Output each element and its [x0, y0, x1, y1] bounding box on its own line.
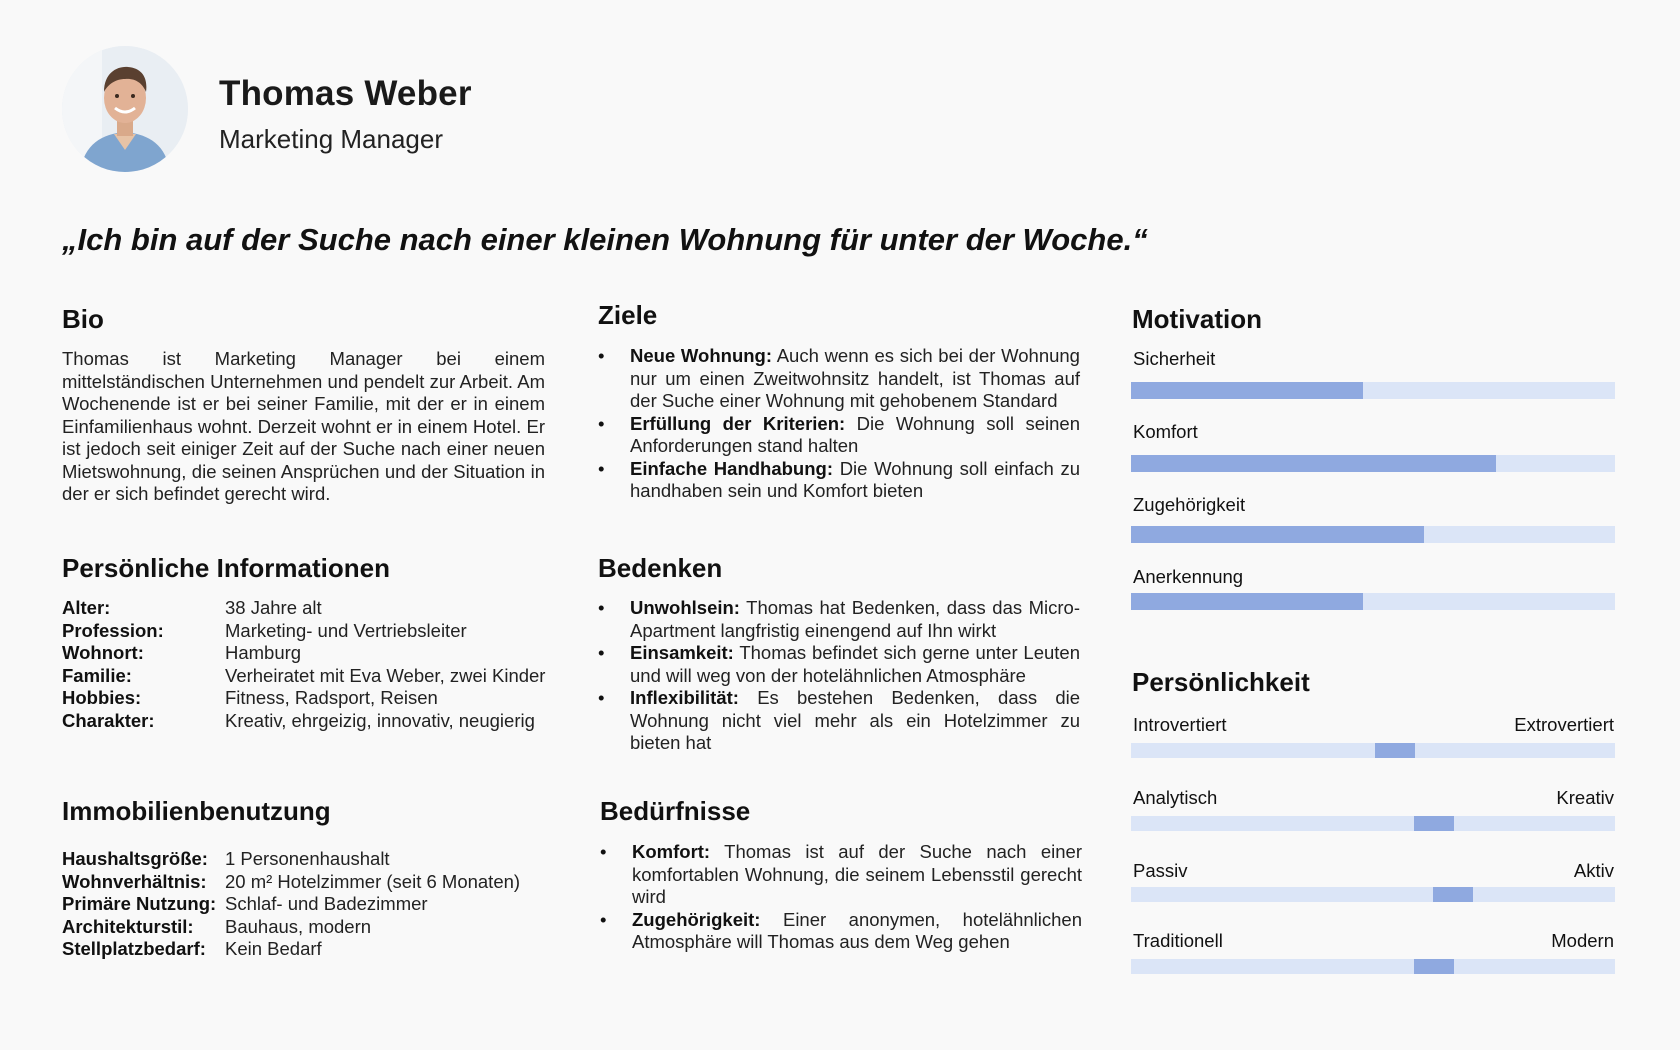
need-text: Einer anonymen, hotelähnlichen Atmosphäre will Thomas aus dem Weg gehen	[632, 908, 1083, 952]
property-key: Stellplatzbedarf:	[62, 938, 206, 959]
concern-text: Thomas befindet sich gerne unter Leuten und will weg von der hotelähnlichen Atmosphäre	[630, 642, 1081, 686]
personality-scale	[1131, 959, 1615, 974]
needs-list	[600, 841, 1082, 954]
scale-marker	[1414, 816, 1454, 831]
info-value: 38 Jahre alt	[225, 597, 322, 618]
concern-item	[598, 597, 1080, 642]
goal-item	[598, 345, 1080, 413]
motivation-label: Zugehörigkeit	[1133, 494, 1246, 515]
avatar	[62, 46, 188, 172]
property-row	[62, 848, 562, 871]
info-row	[62, 687, 562, 710]
info-value: Kreativ, ehrgeizig, innovativ, neugierig	[225, 709, 535, 731]
personal-info-heading: Persönliche Informationen	[62, 553, 390, 583]
info-key: Wohnort:	[62, 642, 144, 663]
concern-label: Einsamkeit:	[630, 642, 734, 663]
info-row	[62, 665, 562, 688]
persona-name: Thomas Weber	[219, 74, 472, 113]
motivation-bar-fill	[1131, 382, 1363, 399]
property-value: Schlaf- und Badezimmer	[225, 893, 428, 914]
scale-left-label: Passiv	[1133, 860, 1188, 881]
motivation-bar	[1131, 526, 1615, 543]
need-text: Thomas ist auf der Suche nach einer komfortablen Wohnung, die seinem Lebensstil gerecht wird	[632, 841, 1082, 907]
scale-marker	[1414, 959, 1454, 974]
bio-heading: Bio	[62, 304, 104, 334]
need-item	[600, 909, 1082, 954]
motivation-label: Anerkennung	[1133, 566, 1244, 587]
info-key: Alter:	[62, 597, 111, 618]
concern-label: Unwohlsein:	[630, 597, 740, 618]
goal-label: Neue Wohnung:	[630, 345, 773, 366]
goal-item	[598, 458, 1080, 503]
concern-item	[598, 687, 1080, 755]
info-key: Hobbies:	[62, 687, 142, 708]
motivation-bar-fill	[1131, 455, 1496, 472]
concerns-list	[598, 597, 1080, 755]
property-value: 20 m² Hotelzimmer (seit 6 Monaten)	[225, 870, 521, 892]
info-row	[62, 620, 562, 643]
personal-info-table	[62, 597, 562, 732]
motivation-bar	[1131, 455, 1615, 472]
personality-scale	[1131, 816, 1615, 831]
motivation-heading: Motivation	[1132, 304, 1262, 334]
concern-text: Thomas hat Bedenken, dass das Micro-Apartment langfristig einengend auf Ihn wirkt	[630, 597, 1081, 641]
property-row	[62, 893, 562, 916]
portrait-image	[62, 46, 188, 172]
info-key: Charakter:	[62, 709, 155, 731]
concern-text: Es bestehen Bedenken, dass die Wohnung nicht viel mehr als ein Hotelzimmer zu bieten hat	[630, 687, 1081, 753]
need-label: Zugehörigkeit:	[632, 908, 761, 930]
scale-right-label: Kreativ	[1556, 787, 1614, 808]
motivation-bar-fill	[1131, 526, 1424, 543]
scale-left-label: Analytisch	[1133, 787, 1218, 808]
scale-right-label: Aktiv	[1573, 860, 1614, 881]
bio-text: Thomas ist Marketing Manager bei einem mittelständischen Unternehmen und pendelt zur Arbeit. Am Wochenende ist er bei seiner Familie, mit der er in einem Einfamilienhaus wohnt. Derzeit wohnt er in einem Hotel. Er ist jedoch seit einiger Zeit auf der Suche nach einer neuen Mietswohnung, die seinen Ansprüchen und der Situation in der er sich befindet gerecht wird.	[62, 348, 545, 504]
property-value: Bauhaus, modern	[225, 915, 372, 937]
property-row	[62, 871, 562, 894]
scale-right-label: Extrovertiert	[1514, 714, 1614, 735]
goals-list	[598, 345, 1080, 503]
motivation-label: Sicherheit	[1133, 348, 1216, 369]
scale-marker	[1433, 887, 1473, 902]
goal-text: Die Wohnung soll einfach zu handhaben sein und Komfort bieten	[630, 457, 1080, 501]
personality-scale	[1131, 743, 1615, 758]
property-heading: Immobilienbenutzung	[62, 796, 331, 826]
property-row	[62, 916, 562, 939]
info-row	[62, 597, 562, 620]
scale-marker	[1375, 743, 1415, 758]
info-row	[62, 642, 562, 665]
scale-left-label: Introvertiert	[1133, 714, 1227, 735]
goal-label: Einfache Handhabung:	[630, 457, 833, 479]
persona-quote: „Ich bin auf der Suche nach einer kleinen Wohnung für unter der Woche.“	[62, 222, 1148, 257]
property-key: Wohnverhältnis:	[62, 870, 207, 892]
info-value: Hamburg	[225, 642, 302, 663]
info-key: Familie:	[62, 664, 132, 686]
property-row	[62, 938, 562, 961]
property-key: Haushaltsgröße:	[62, 848, 208, 869]
property-key: Primäre Nutzung:	[62, 893, 217, 914]
info-key: Profession:	[62, 619, 164, 641]
concerns-heading: Bedenken	[598, 553, 723, 583]
info-value: Fitness, Radsport, Reisen	[225, 687, 438, 708]
needs-heading: Bedürfnisse	[600, 796, 751, 826]
personality-heading: Persönlichkeit	[1132, 667, 1310, 697]
need-item	[600, 841, 1082, 909]
info-value: Verheiratet mit Eva Weber, zwei Kinder	[225, 664, 546, 686]
need-label: Komfort:	[632, 841, 711, 862]
property-value: Kein Bedarf	[225, 938, 322, 959]
concern-item	[598, 642, 1080, 687]
goal-item	[598, 413, 1080, 458]
property-key: Architekturstil:	[62, 915, 194, 937]
scale-left-label: Traditionell	[1133, 930, 1223, 951]
scale-right-label: Modern	[1551, 930, 1614, 951]
motivation-bar-fill	[1131, 593, 1363, 610]
personality-scale	[1131, 887, 1615, 902]
motivation-bar	[1131, 593, 1615, 610]
property-value: 1 Personenhaushalt	[225, 848, 390, 869]
goal-label: Erfüllung der Kriterien:	[630, 412, 846, 434]
goals-heading: Ziele	[598, 300, 658, 330]
persona-role: Marketing Manager	[219, 124, 443, 154]
info-row	[62, 710, 562, 733]
info-value: Marketing- und Vertriebsleiter	[225, 619, 467, 641]
goal-text: Auch wenn es sich bei der Wohnung nur um einen Zweitwohnsitz handelt, ist Thomas auf der Suche einer Wohnung mit gehobenem Standard	[630, 345, 1080, 411]
concern-label: Inflexibilität:	[630, 687, 739, 708]
motivation-label: Komfort	[1133, 421, 1198, 442]
goal-text: Die Wohnung soll seinen Anforderungen stand halten	[630, 412, 1080, 456]
motivation-bar	[1131, 382, 1615, 399]
property-table	[62, 848, 562, 961]
